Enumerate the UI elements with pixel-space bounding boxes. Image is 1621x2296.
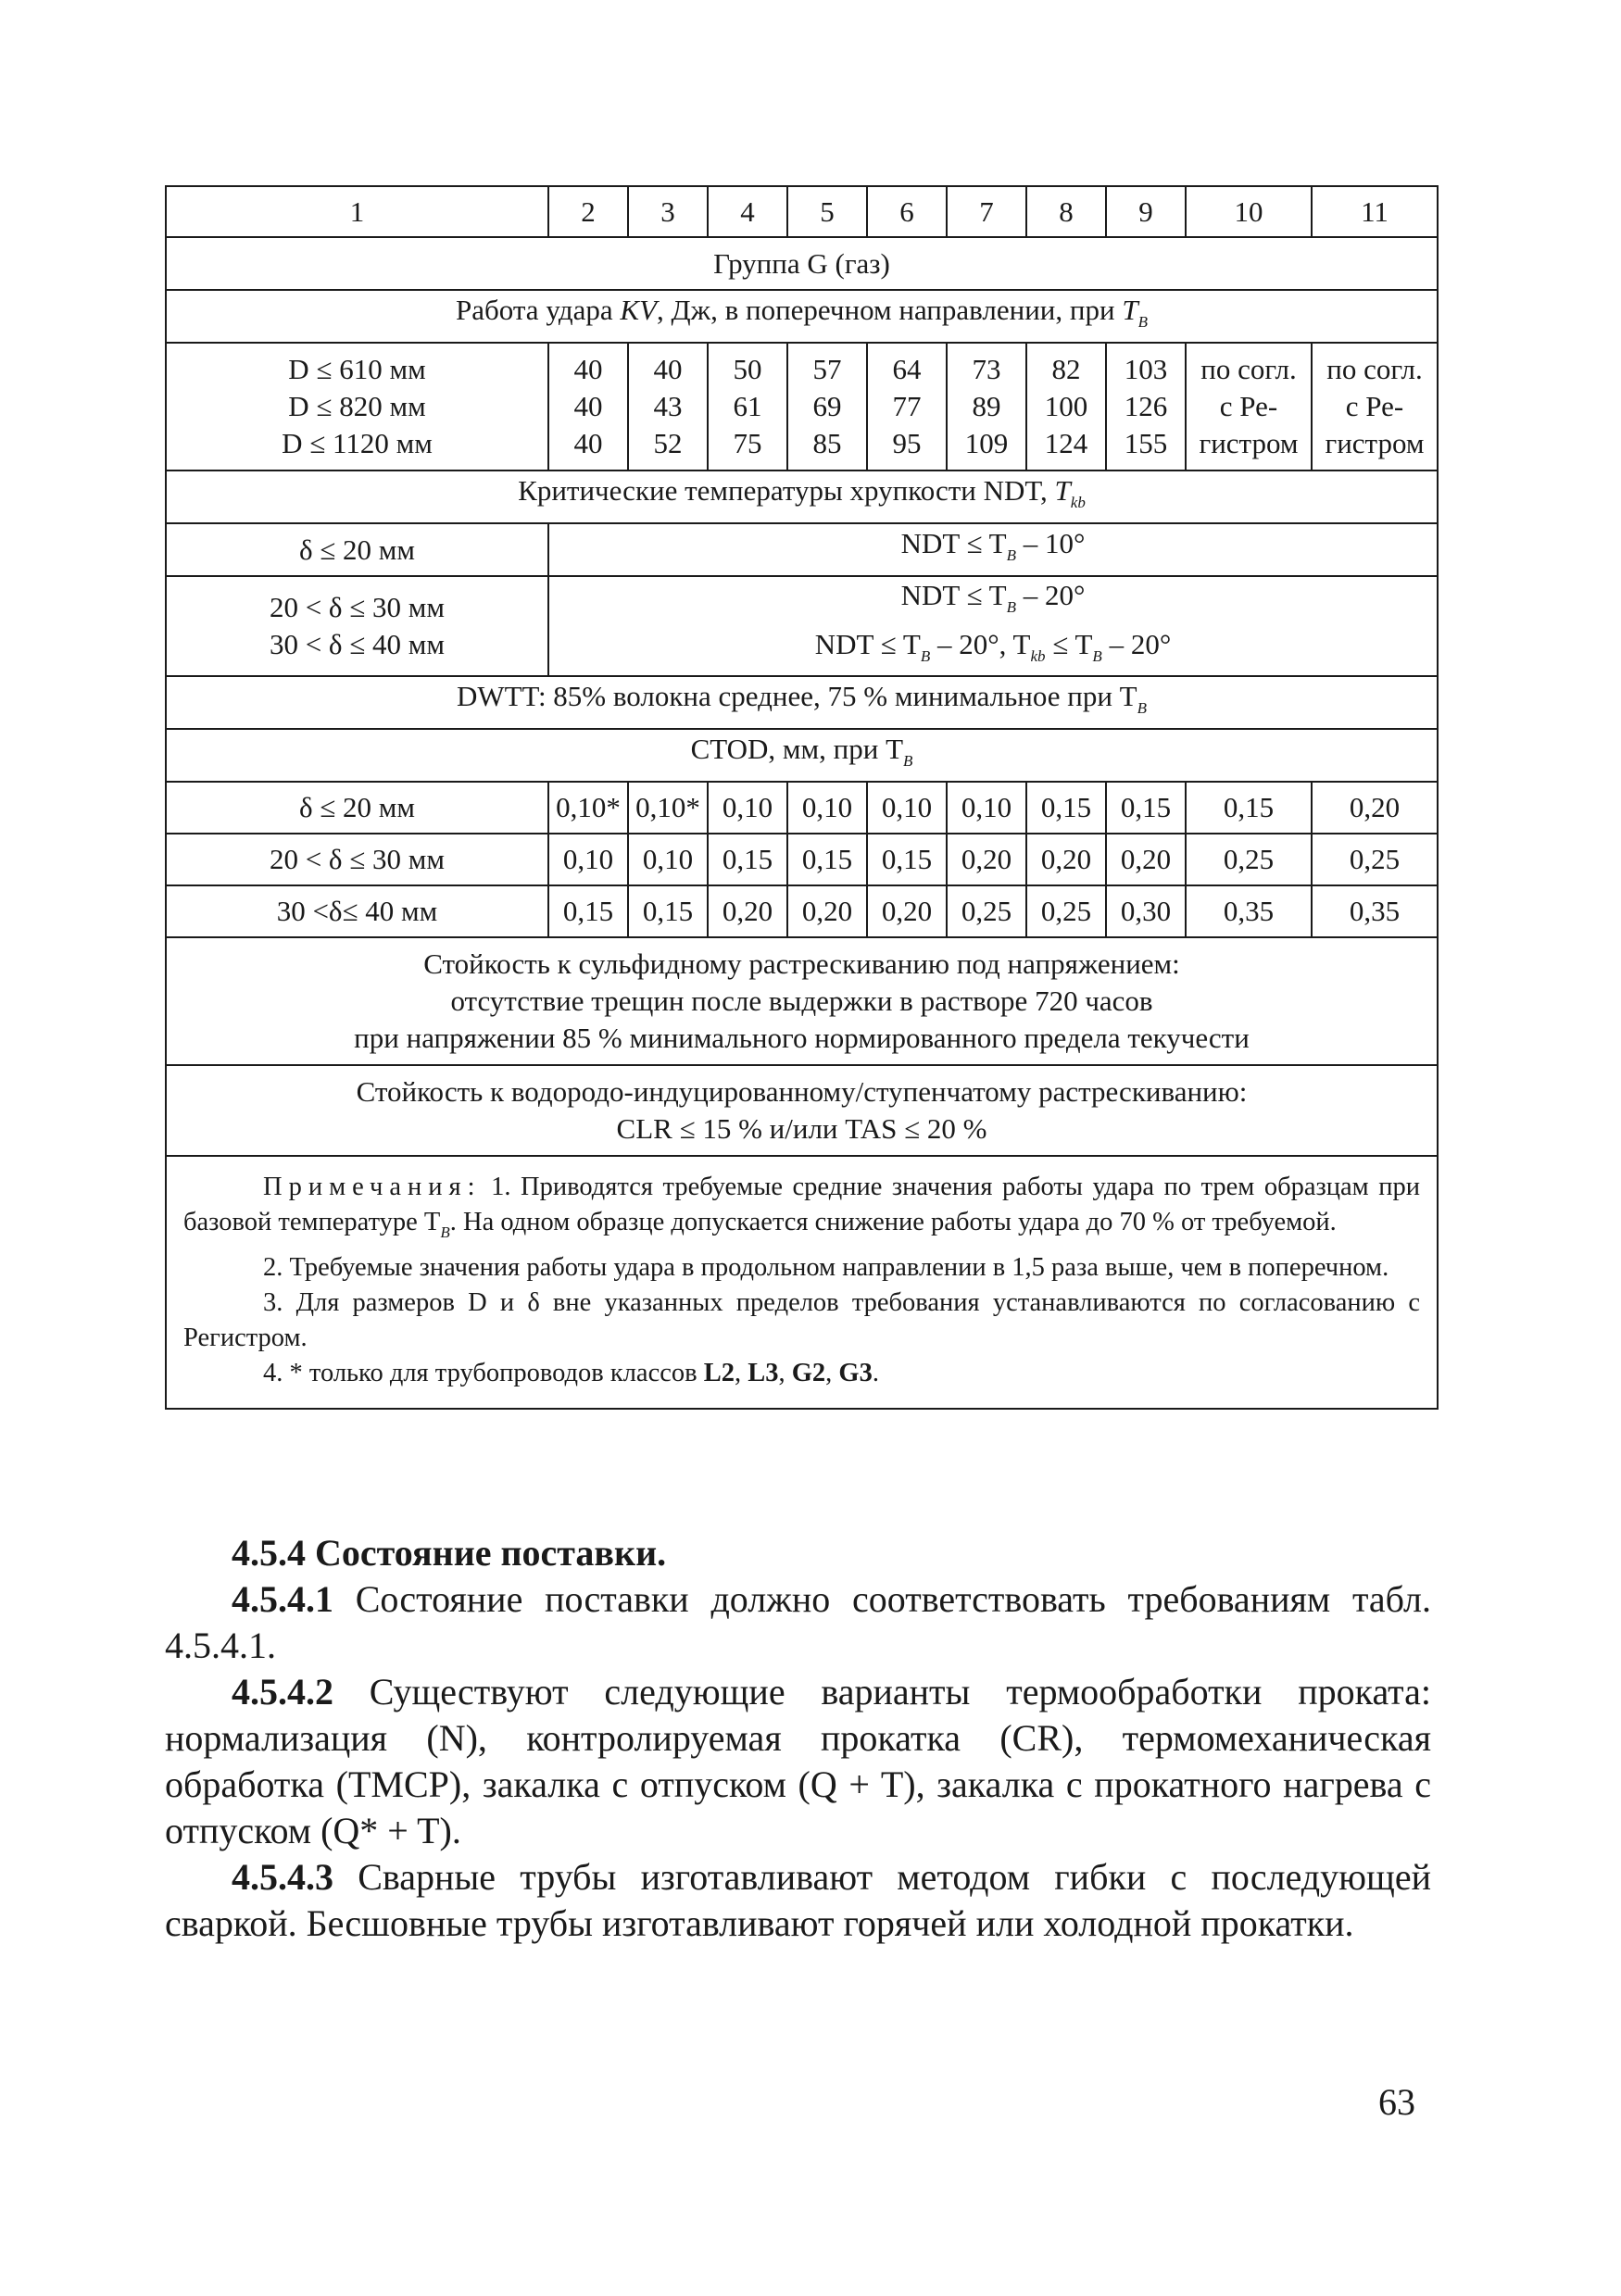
column-number: 4 — [708, 186, 787, 237]
ctod-cell: 0,20 — [787, 885, 867, 937]
impact-cell: по согл. с Ре- гистром — [1186, 343, 1312, 470]
page-number: 63 — [1378, 2081, 1415, 2123]
section-heading: 4.5.4 Состояние поставки. — [232, 1532, 667, 1574]
ctod-cell: 0,10 — [947, 782, 1026, 834]
impact-cell: 73 89 109 — [947, 343, 1026, 470]
section-body — [165, 1530, 1431, 1947]
ctod-row — [166, 834, 1438, 885]
impact-cell: 40 43 52 — [628, 343, 708, 470]
thickness-label: δ ≤ 20 мм — [166, 782, 548, 834]
ctod-cell: 0,20 — [947, 834, 1026, 885]
column-number: 1 — [166, 186, 548, 237]
sulfide-cracking-requirement: Стойкость к сульфидному растрескиванию под напряжением: отсутствие трещин после выдержки в растворе 720 часов при напряжении 85 % минимального нормированного предела текучести — [166, 937, 1438, 1065]
thickness-label: δ ≤ 20 мм — [166, 523, 548, 576]
ctod-cell: 0,25 — [947, 885, 1026, 937]
column-number: 6 — [867, 186, 947, 237]
ctod-cell: 0,20 — [708, 885, 787, 937]
ctod-cell: 0,20 — [1026, 834, 1106, 885]
column-number: 9 — [1106, 186, 1186, 237]
diameter-label: D ≤ 1120 мм — [282, 427, 433, 459]
impact-section-title: Работа удара KV, Дж, в поперечном направлении, при $T_B$ — [166, 290, 1438, 343]
ctod-cell: 0,15 — [1106, 782, 1186, 834]
ctod-cell: 0,30 — [1106, 885, 1186, 937]
ctod-cell: 0,35 — [1186, 885, 1312, 937]
diameter-labels — [166, 343, 548, 470]
column-number: 8 — [1026, 186, 1106, 237]
thickness-label: 20 < δ ≤ 30 мм — [166, 834, 548, 885]
ctod-cell: 0,15 — [708, 834, 787, 885]
impact-cell: 82 100 124 — [1026, 343, 1106, 470]
column-number: 10 — [1186, 186, 1312, 237]
ctod-cell: 0,10 — [787, 782, 867, 834]
ctod-cell: 0,10 — [548, 834, 628, 885]
paragraph-4-5-4-1: 4.5.4.1 Состояние поставки должно соответствовать требованиям табл. 4.5.4.1. — [165, 1578, 1431, 1666]
ctod-cell: 0,10 — [867, 782, 947, 834]
ndt-requirement: NDT ≤ $T_B - 20^\circ$ NDT ≤ $T_B - 20^\circ$, $T_{kb} \le T_B - 20^\circ$ — [548, 576, 1438, 676]
note-3: 3. Для размеров D и δ вне указанных пределов требования устанавливаются по согласованию с Регистром. — [183, 1288, 1420, 1352]
ctod-cell: 0,20 — [867, 885, 947, 937]
paragraph-4-5-4-3: 4.5.4.3 Сварные трубы изготавливают методом гибки с последующей сваркой. Бесшовные трубы изготавливают горячей или холодной прокатки. — [165, 1856, 1431, 1944]
column-number: 5 — [787, 186, 867, 237]
ctod-row — [166, 885, 1438, 937]
ctod-section-title: CTOD, мм, при $T_B$ — [166, 729, 1438, 782]
column-number: 3 — [628, 186, 708, 237]
ctod-cell: 0,25 — [1186, 834, 1312, 885]
ndt-section-title: Критические температуры хрупкости NDT, $T_{kb}$ — [166, 470, 1438, 523]
ctod-cell: 0,20 — [1312, 782, 1438, 834]
ctod-cell: 0,20 — [1106, 834, 1186, 885]
ctod-cell: 0,35 — [1312, 885, 1438, 937]
ctod-cell: 0,25 — [1026, 885, 1106, 937]
impact-cell: 50 61 75 — [708, 343, 787, 470]
hydrogen-cracking-requirement: Стойкость к водородо-индуцированному/ступенчатому растрескиванию: CLR ≤ 15 % и/или TAS ≤ 20 % — [166, 1065, 1438, 1156]
column-number: 7 — [947, 186, 1026, 237]
ctod-cell: 0,15 — [628, 885, 708, 937]
note-4: 4. * только для трубопроводов классов L2, L3, G2, G3. — [263, 1359, 879, 1387]
impact-values-row — [166, 343, 1438, 470]
ctod-cell: 0,10* — [548, 782, 628, 834]
ndt-requirement: NDT ≤ $T_B - 10^\circ$ — [548, 523, 1438, 576]
ctod-cell: 0,15 — [1026, 782, 1106, 834]
ctod-cell: 0,25 — [1312, 834, 1438, 885]
impact-cell: 103 126 155 — [1106, 343, 1186, 470]
ctod-cell: 0,10 — [628, 834, 708, 885]
diameter-label: D ≤ 820 мм — [288, 390, 426, 422]
note-1: Примечания: 1. Приводятся требуемые средние значения работы удара по трем образцам при базовой температуре $T_B$. На одном образце допускается снижение работы удара до 70 % от требуемой. — [183, 1173, 1420, 1241]
column-number: 2 — [548, 186, 628, 237]
ctod-cell: 0,15 — [787, 834, 867, 885]
ctod-cell: 0,10 — [708, 782, 787, 834]
group-title: Группа G (газ) — [166, 237, 1438, 290]
paragraph-4-5-4-2: 4.5.4.2 Существуют следующие варианты термообработки проката: нормализация (N), контролируемая прокатка (CR), термомеханическая обработка (TMCP), закалка с отпуском (Q + T), закалка с прокатного нагрева с отпуском (Q* + T). — [165, 1671, 1431, 1851]
ctod-row — [166, 782, 1438, 834]
ctod-cell: 0,10* — [628, 782, 708, 834]
column-number: 11 — [1312, 186, 1438, 237]
ctod-cell: 0,15 — [548, 885, 628, 937]
impact-cell: по согл. с Ре- гистром — [1312, 343, 1438, 470]
impact-cell: 64 77 95 — [867, 343, 947, 470]
impact-cell: 40 40 40 — [548, 343, 628, 470]
ctod-cell: 0,15 — [1186, 782, 1312, 834]
diameter-label: D ≤ 610 мм — [288, 353, 426, 385]
thickness-labels: 20 < δ ≤ 30 мм 30 < δ ≤ 40 мм — [166, 576, 548, 676]
requirements-table — [165, 185, 1439, 1410]
thickness-label: 30 <δ≤ 40 мм — [166, 885, 548, 937]
table-notes — [166, 1156, 1438, 1409]
ctod-cell: 0,15 — [867, 834, 947, 885]
impact-cell: 57 69 85 — [787, 343, 867, 470]
note-2: 2. Требуемые значения работы удара в продольном направлении в 1,5 раза выше, чем в поперечном. — [263, 1253, 1389, 1282]
dwtt-requirement: DWTT: 85% волокна среднее, 75 % минимальное при $T_B$ — [166, 676, 1438, 729]
column-number-row — [166, 186, 1438, 237]
